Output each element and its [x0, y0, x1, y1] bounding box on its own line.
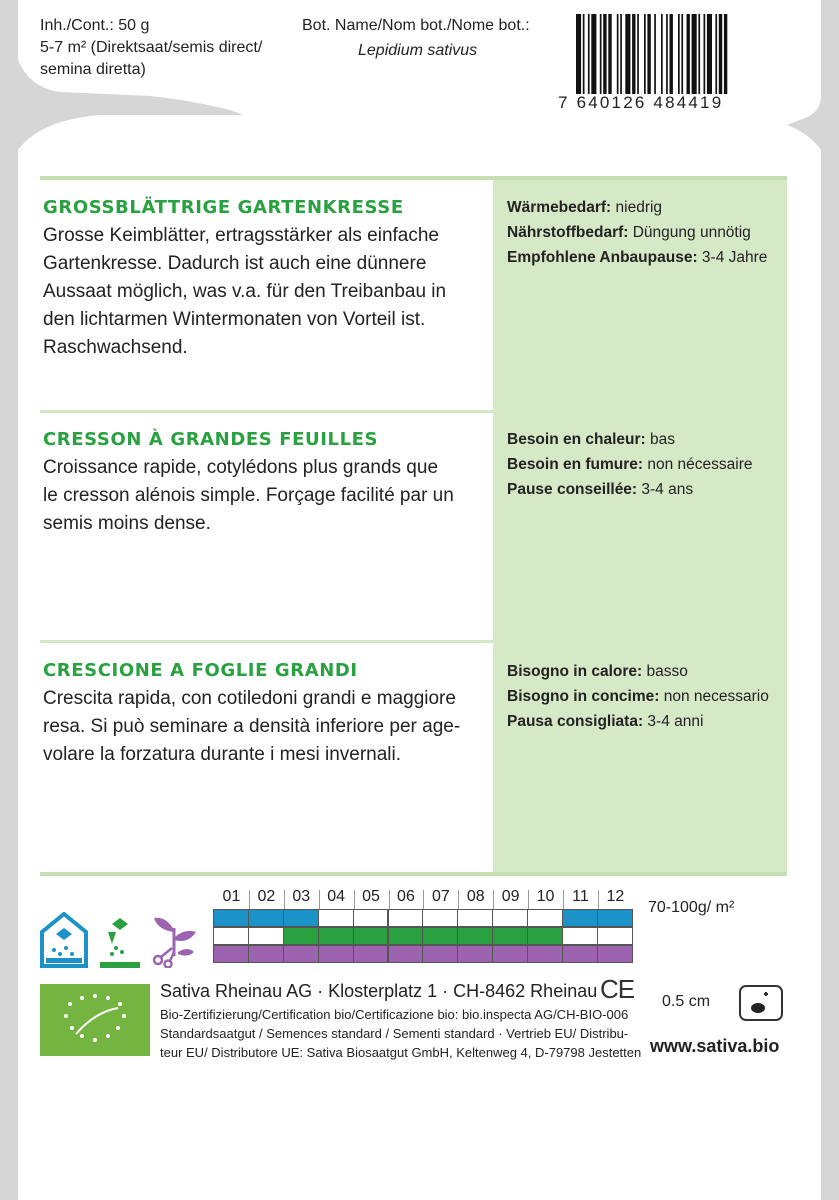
- month-label: 05: [362, 888, 380, 905]
- calendar-cell-harvest: [563, 946, 597, 962]
- calendar-cell-indoor-sowing: [598, 910, 632, 926]
- barcode-number: 7 640126 484419: [558, 93, 724, 112]
- month-separator: [319, 890, 320, 910]
- calendar-cell-outdoor-sowing: [319, 928, 353, 944]
- calendar-cell-outdoor-sowing: [563, 928, 597, 944]
- attr-de-3: Empfohlene Anbaupause: 3-4 Jahre: [507, 249, 768, 266]
- attributes-column: [493, 178, 787, 873]
- content-line-1: Inh./Cont.: 50 g: [40, 17, 150, 34]
- divider-top: [40, 176, 787, 180]
- calendar-cell-harvest: [214, 946, 248, 962]
- calendar-cell-harvest: [528, 946, 562, 962]
- attr-fr-1: Besoin en chaleur: bas: [507, 431, 675, 448]
- attr-fr-3: Pause conseillée: 3-4 ans: [507, 481, 694, 498]
- calendar-cell-indoor-sowing: [423, 910, 457, 926]
- calendar-cell-outdoor-sowing: [493, 928, 527, 944]
- attr-it-3: Pausa consigliata: 3-4 anni: [507, 713, 704, 730]
- month-label: 12: [606, 888, 625, 905]
- month-separator: [249, 890, 250, 910]
- calendar-cell-indoor-sowing: [284, 910, 318, 926]
- calendar-cell-indoor-sowing: [319, 910, 353, 926]
- month-label: 07: [431, 888, 450, 905]
- month-separator: [389, 890, 390, 910]
- calendar-cell-outdoor-sowing: [458, 928, 492, 944]
- divider-2: [40, 640, 787, 643]
- attr-de-1: Wärmebedarf: niedrig: [507, 199, 663, 216]
- month-label: 04: [327, 888, 346, 905]
- calendar-cell-harvest: [319, 946, 353, 962]
- calendar-cell-harvest: [354, 946, 388, 962]
- attr-de-2: Nährstoffbedarf: Düngung unnötig: [507, 224, 751, 241]
- calendar-cell-harvest: [389, 946, 423, 962]
- company-address: Sativa Rheinau AG · Klosterplatz 1 · CH-8462 Rheinau: [160, 981, 598, 1001]
- calendar-cell-harvest: [249, 946, 283, 962]
- month-label: 08: [466, 888, 485, 905]
- month-separator: [528, 890, 529, 910]
- botanical-name: Lepidium sativus: [358, 42, 478, 59]
- calendar-cell-outdoor-sowing: [284, 928, 318, 944]
- attr-fr-2: Besoin en fumure: non nécessaire: [507, 456, 753, 473]
- content-line-2: 5-7 m² (Direktsaat/semis direct/: [40, 39, 263, 56]
- month-separator: [598, 890, 599, 910]
- calendar-cell-indoor-sowing: [249, 910, 283, 926]
- month-separator: [563, 890, 564, 910]
- divider-bottom: [40, 872, 787, 876]
- section-text-it: Crescita rapida, con cotiledoni grandi e maggiore resa. Si può seminare a densità inferiore per age- volare la forzatura durante i mesi invernali.: [43, 688, 461, 765]
- calendar-cell-indoor-sowing: [458, 910, 492, 926]
- sowing-rate: 70-100g/ m²: [648, 899, 735, 916]
- calendar-cell-harvest: [284, 946, 318, 962]
- certification-line: Bio-Zertifizierung/Certification bio/Certificazione bio: bio.inspecta AG/CH-BIO-006: [160, 1007, 629, 1022]
- calendar-cell-indoor-sowing: [493, 910, 527, 926]
- calendar-cell-outdoor-sowing: [214, 928, 248, 944]
- standard-line: Standardsaatgut / Semences standard / Sementi standard · Vertrieb EU/ Distribu-: [160, 1026, 629, 1041]
- month-label: 06: [397, 888, 415, 905]
- calendar-cell-harvest: [458, 946, 492, 962]
- content-line-3: semina diretta): [40, 61, 146, 78]
- month-label: 02: [257, 888, 276, 905]
- botanical-name-label: Bot. Name/Nom bot./Nome bot.:: [302, 17, 530, 34]
- calendar-cell-outdoor-sowing: [389, 928, 423, 944]
- calendar-cell-indoor-sowing: [354, 910, 388, 926]
- calendar-cell-outdoor-sowing: [423, 928, 457, 944]
- calendar-cell-outdoor-sowing: [598, 928, 632, 944]
- attr-it-2: Bisogno in concime: non necessario: [507, 688, 769, 705]
- section-title-it: CRESCIONE A FOGLIE GRANDI: [43, 660, 358, 681]
- calendar-cell-indoor-sowing: [389, 910, 423, 926]
- website-link[interactable]: www.sativa.bio: [650, 1036, 780, 1056]
- month-label: 03: [292, 888, 311, 905]
- divider-1: [40, 410, 787, 413]
- ce-mark: CE: [600, 974, 635, 1004]
- section-text-fr: Croissance rapide, cotylédons plus grands que le cresson alénois simple. Forçage facilité par un semis moins dense.: [43, 457, 454, 534]
- calendar-cell-harvest: [493, 946, 527, 962]
- month-separator: [354, 890, 355, 910]
- section-title-fr: CRESSON À GRANDES FEUILLES: [43, 429, 379, 450]
- month-separator: [493, 890, 494, 910]
- attr-it-1: Bisogno in calore: basso: [507, 663, 688, 680]
- month-label: 11: [572, 888, 589, 905]
- calendar-cell-harvest: [598, 946, 632, 962]
- month-label: 09: [501, 888, 520, 905]
- barcode: [576, 14, 776, 94]
- section-text-de: Grosse Keimblätter, ertragsstärker als einfache Gartenkresse. Dadurch ist auch eine dünnere Aussaat möglich, was v.a. für den Treibanbau in den lichtarmen Wintermonaten von Vorteil ist. Raschwachsend.: [43, 225, 447, 358]
- month-label: 01: [222, 888, 241, 905]
- calendar-cell-outdoor-sowing: [354, 928, 388, 944]
- calendar-cell-indoor-sowing: [528, 910, 562, 926]
- seed-depth-label: 0.5 cm: [662, 993, 711, 1010]
- calendar-cell-indoor-sowing: [214, 910, 248, 926]
- calendar-cell-outdoor-sowing: [528, 928, 562, 944]
- section-title-de: GROSSBLÄTTRIGE GARTENKRESSE: [43, 197, 404, 218]
- month-separator: [458, 890, 459, 910]
- month-label: 10: [536, 888, 555, 905]
- month-separator: [423, 890, 424, 910]
- calendar-cell-indoor-sowing: [563, 910, 597, 926]
- calendar-cell-outdoor-sowing: [249, 928, 283, 944]
- distributor-line: teur EU/ Distributore UE: Sativa Biosaatgut GmbH, Keltenweg 4, D-79798 Jestetten: [160, 1045, 642, 1060]
- month-separator: [284, 890, 285, 910]
- calendar-cell-harvest: [423, 946, 457, 962]
